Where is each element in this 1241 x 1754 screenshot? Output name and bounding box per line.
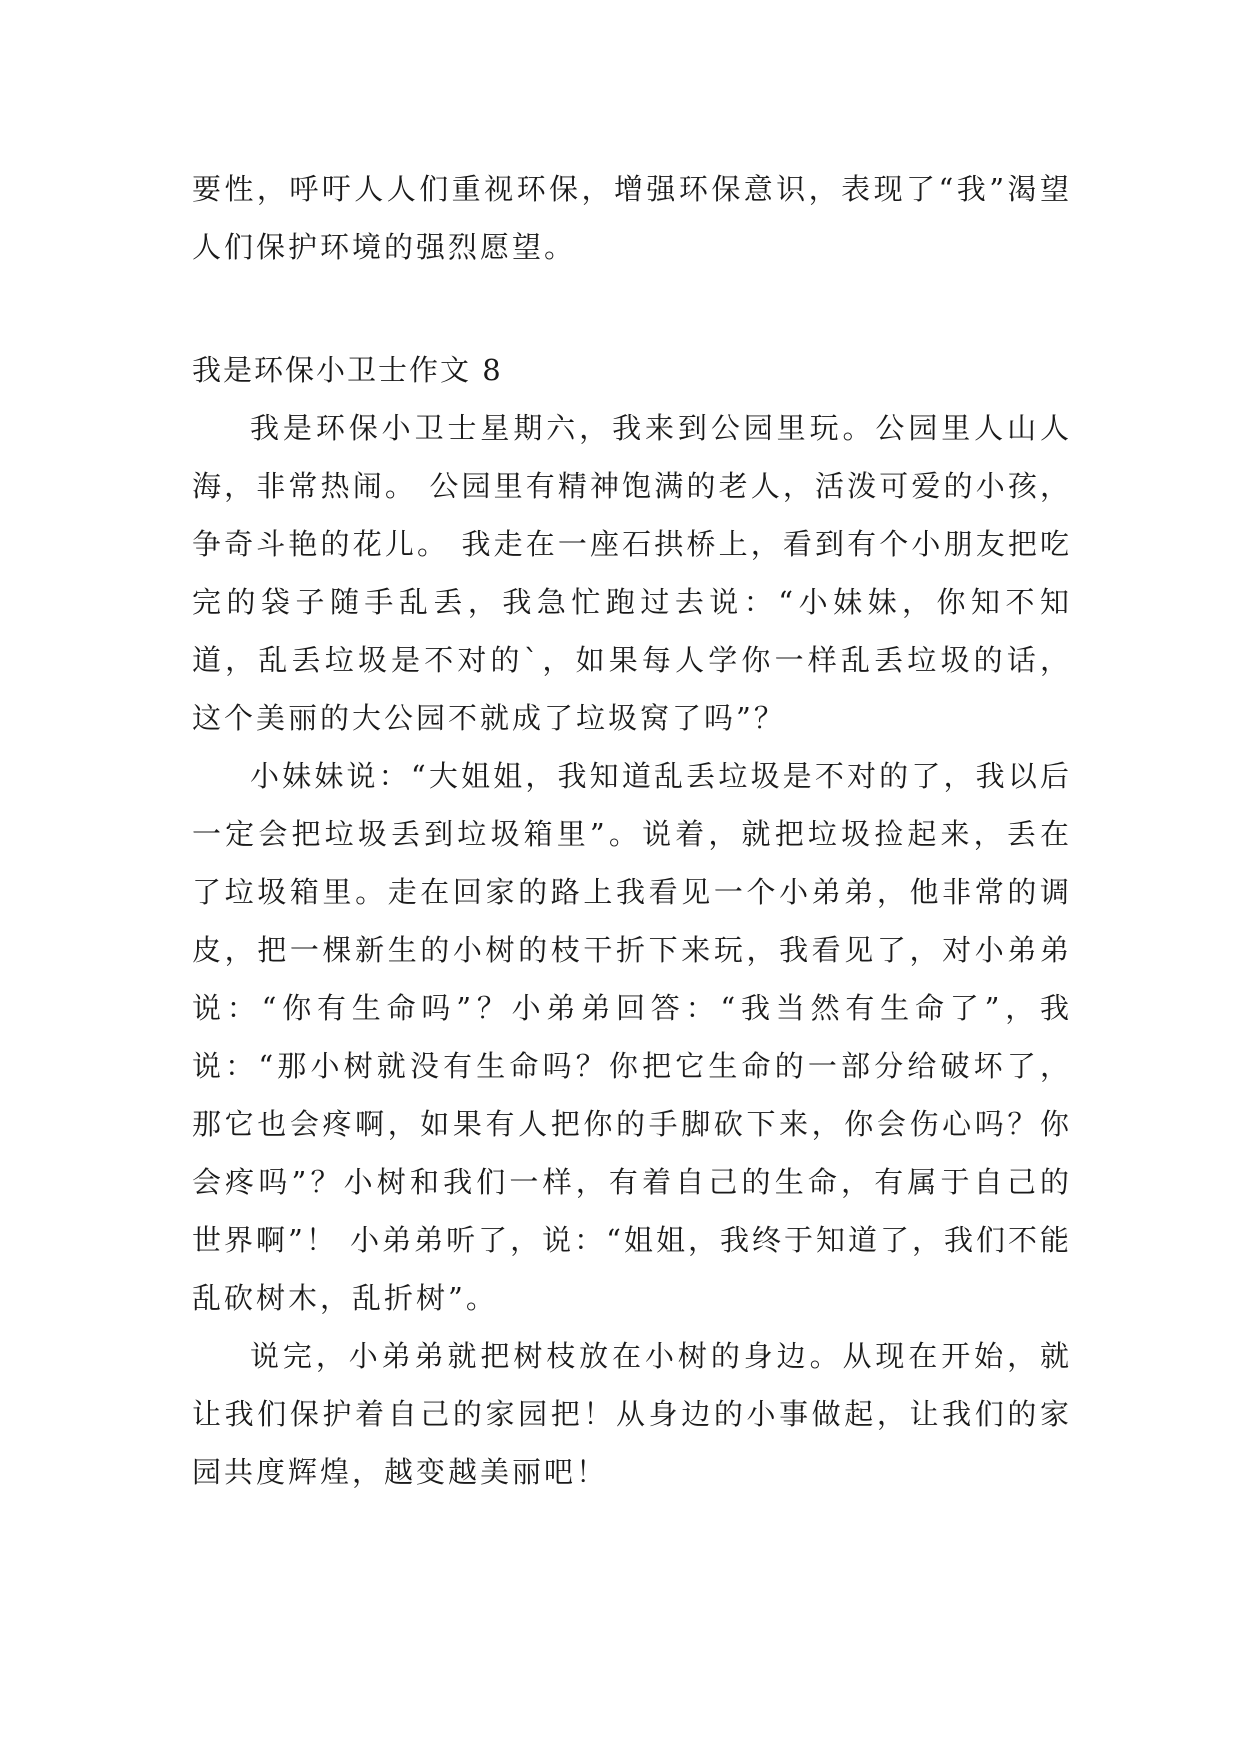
essay-title: 我是环保小卫士作文 8 xyxy=(192,353,503,387)
intro-paragraph: 要性，呼吁人人们重视环保，增强环保意识，表现了“我”渴望人们保护环境的强烈愿望。 xyxy=(192,172,1072,264)
essay-paragraph-1: 我是环保小卫士星期六，我来到公园里玩。公园里人山人海，非常热闹。 公园里有精神饱满的老人，活泼可爱的小孩，争奇斗艳的花儿。 我走在一座石拱桥上，看到有个小朋友把吃完的袋子随手乱丢，我急忙跑过去说：“小妹妹，你知不知道，乱丢垃圾是不对的`，如果每人学你一样乱丢垃圾的话，这个美丽的大公园不就成了垃圾窝了吗”？ xyxy=(192,411,1072,735)
essay-body xyxy=(192,399,1072,1501)
essay-paragraph-2: 小妹妹说：“大姐姐，我知道乱丢垃圾是不对的了，我以后一定会把垃圾丢到垃圾箱里”。说着，就把垃圾捡起来，丢在了垃圾箱里。走在回家的路上我看见一个小弟弟，他非常的调皮，把一棵新生的小树的枝干折下来玩，我看见了，对小弟弟说：“你有生命吗”？小弟弟回答：“我当然有生命了”，我说：“那小树就没有生命吗？你把它生命的一部分给破坏了，那它也会疼啊，如果有人把你的手脚砍下来，你会伤心吗？你会疼吗”？小树和我们一样，有着自己的生命，有属于自己的世界啊”！ 小弟弟听了，说：“姐姐，我终于知道了，我们不能乱砍树木，乱折树”。 xyxy=(192,759,1072,1315)
essay-paragraph-3: 说完，小弟弟就把树枝放在小树的身边。从现在开始，就让我们保护着自己的家园把！从身边的小事做起，让我们的家园共度辉煌，越变越美丽吧！ xyxy=(192,1339,1072,1489)
